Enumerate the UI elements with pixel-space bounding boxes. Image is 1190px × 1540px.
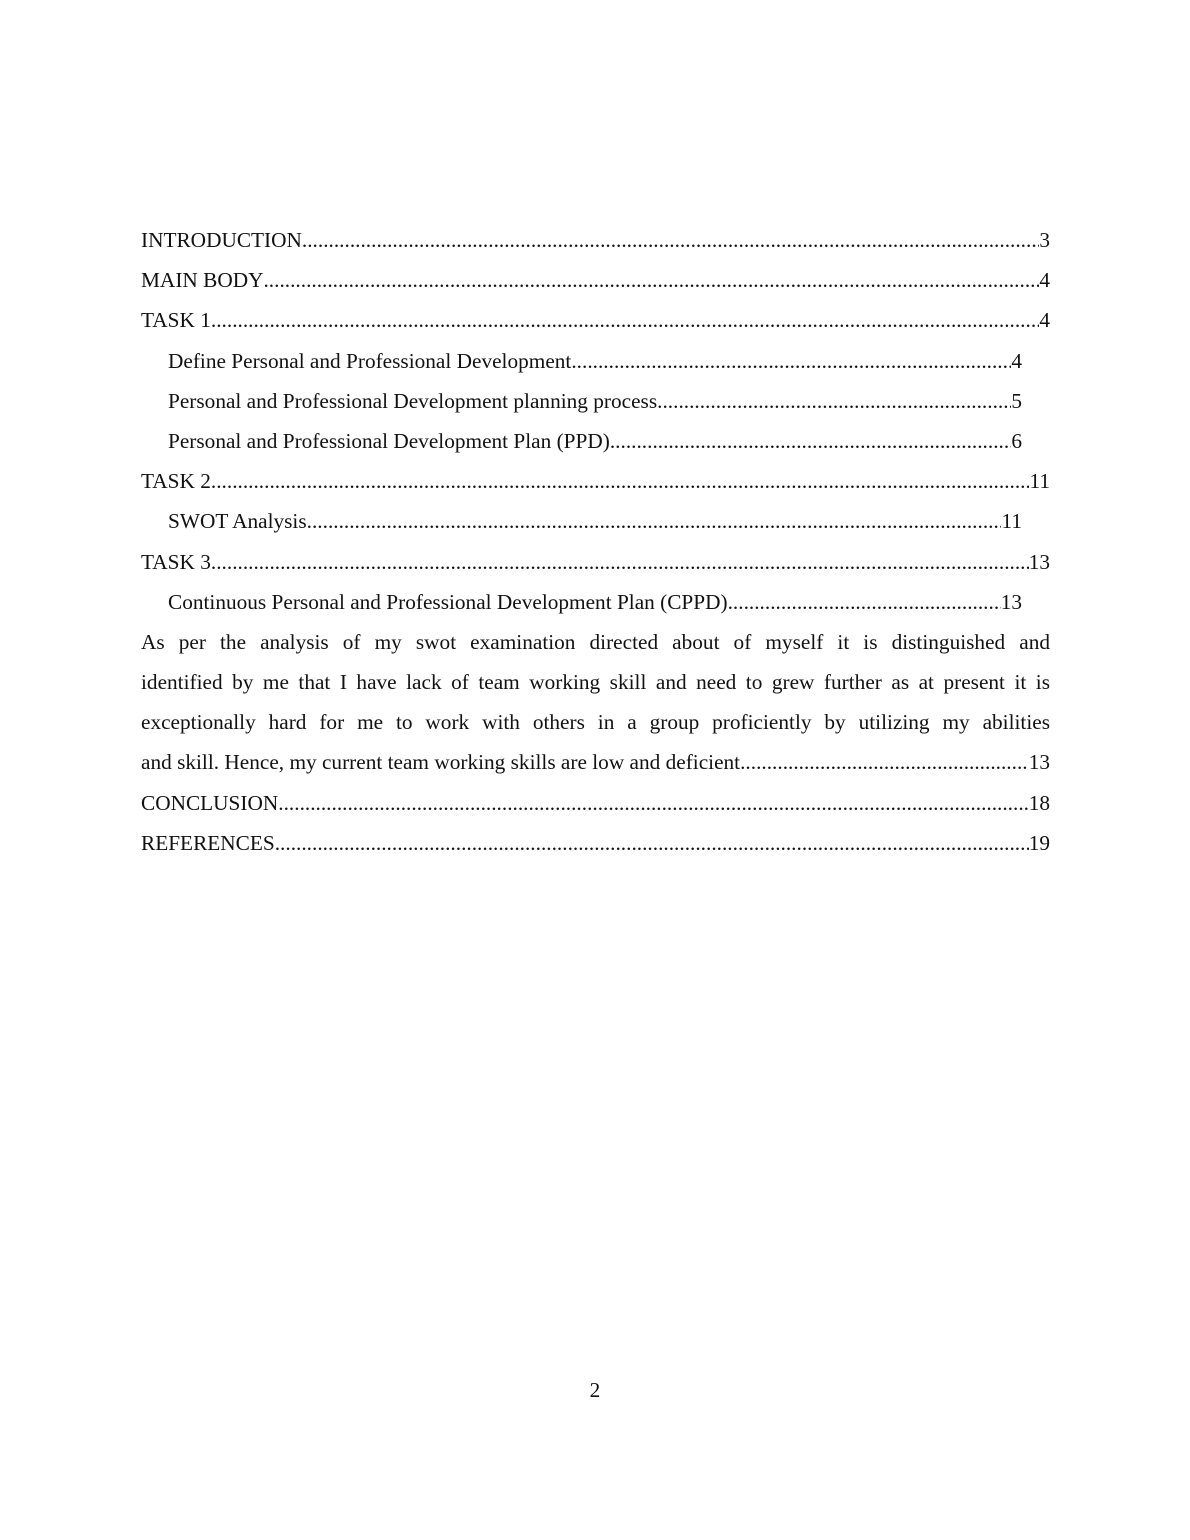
dot-leader <box>740 742 1029 782</box>
table-of-contents <box>141 220 1050 863</box>
toc-entry-page: 13 <box>1028 750 1050 775</box>
toc-entry-main-body[interactable] <box>141 260 1050 300</box>
toc-entry-references[interactable] <box>141 823 1050 863</box>
toc-paragraph-line: As per the analysis of my swot examination directed about of myself it is distinguished and <box>141 629 1050 654</box>
toc-entry-page: 4 <box>1039 308 1050 333</box>
toc-entry-page: 13 <box>1000 589 1022 614</box>
toc-paragraph-line: exceptionally hard for me to work with others in a group proficiently by utilizing my abilities <box>141 710 1050 735</box>
toc-entry-label: REFERENCES <box>141 830 275 855</box>
dot-leader <box>263 260 1039 300</box>
toc-entry-cppd[interactable] <box>141 582 1022 622</box>
toc-entry-page: 3 <box>1039 228 1050 252</box>
toc-entry-task-3[interactable] <box>141 542 1050 582</box>
toc-entry-define-ppd[interactable] <box>141 341 1022 381</box>
toc-entry-page: 18 <box>1028 790 1050 815</box>
toc-entry-label: Continuous Personal and Professional Development Plan (CPPD) <box>168 589 728 614</box>
toc-entry-label: Personal and Professional Development planning process <box>168 388 658 413</box>
dot-leader <box>278 783 1028 823</box>
dot-leader <box>211 542 1029 582</box>
dot-leader <box>211 461 1030 501</box>
toc-entry-ppd-plan[interactable] <box>141 421 1022 461</box>
page-number: 2 <box>589 1378 601 1402</box>
dot-leader <box>275 823 1029 863</box>
dot-leader <box>657 381 1011 421</box>
toc-entry-swot-paragraph[interactable] <box>141 622 1050 783</box>
toc-entry-label: and skill. Hence, my current team working skills are low and deficient <box>141 750 741 775</box>
toc-entry-page: 4 <box>1011 348 1022 373</box>
toc-entry-page: 5 <box>1011 388 1022 413</box>
toc-entry-label: Define Personal and Professional Development <box>168 348 572 373</box>
dot-leader <box>610 421 1011 461</box>
toc-entry-label: SWOT Analysis <box>168 509 307 534</box>
toc-paragraph-line: identified by me that I have lack of team working skill and need to grew further as at present it is <box>141 670 1050 695</box>
toc-entry-label: MAIN BODY <box>141 268 264 293</box>
toc-entry-page: 4 <box>1039 268 1050 293</box>
dot-leader <box>728 582 1001 622</box>
toc-entry-label: TASK 3 <box>141 549 211 574</box>
toc-entry-page: 19 <box>1028 830 1050 855</box>
toc-entry-label: TASK 2 <box>141 469 211 494</box>
toc-entry-page: 13 <box>1028 549 1050 574</box>
toc-entry-page: 6 <box>1011 428 1022 453</box>
toc-entry-label: CONCLUSION <box>141 790 279 815</box>
dot-leader <box>302 220 1039 260</box>
toc-paragraph-last-line <box>141 742 1050 782</box>
toc-entry-conclusion[interactable] <box>141 783 1050 823</box>
toc-entry-label: TASK 1 <box>141 308 211 333</box>
toc-entry-task-1[interactable] <box>141 300 1050 340</box>
toc-entry-task-2[interactable] <box>141 461 1050 501</box>
toc-entry-label: Personal and Professional Development Plan (PPD) <box>168 428 610 453</box>
toc-entry-page: 11 <box>1029 469 1050 494</box>
dot-leader <box>307 501 1002 541</box>
toc-entry-page: 11 <box>1001 509 1022 534</box>
toc-entry-ppd-planning-process[interactable] <box>141 381 1022 421</box>
toc-entry-swot-analysis[interactable] <box>141 501 1022 541</box>
toc-entry-introduction[interactable] <box>141 220 1050 260</box>
toc-entry-label: INTRODUCTION <box>141 228 302 252</box>
dot-leader <box>211 300 1039 340</box>
dot-leader <box>571 341 1011 381</box>
